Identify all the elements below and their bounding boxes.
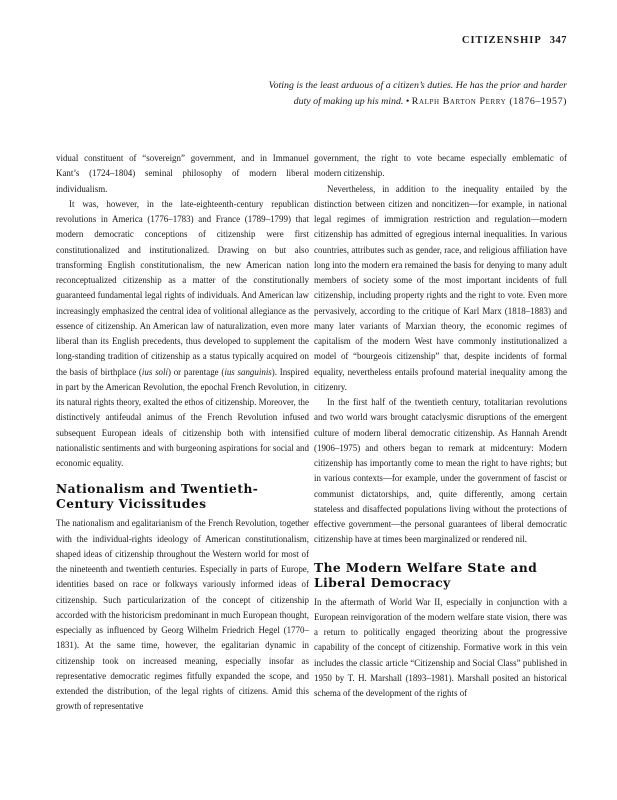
epigraph-bullet: • — [405, 96, 410, 107]
epigraph-author: Ralph Barton Perry (1876–1957) — [411, 96, 567, 107]
latin-term: ius soli — [141, 366, 168, 377]
paragraph: In the aftermath of World War II, especially in conjunction with a European reinvigoration of the modern welfare state vision, there was a return to politically engaged theorizing about the progressive capability of the concept of citizenship. Formative work in this vein includes the classic article “Citizenship and Social Class” published in 1950 by T. H. Marshall (1893–1981). Marshall posited an historical schema of the development of the rights of — [314, 596, 567, 698]
section-heading: Nationalism and Twentieth-Century Vicissitudes — [56, 482, 259, 512]
paragraph: government, the right to vote became especially emblematic of modern citizenship. — [314, 153, 567, 179]
running-head-section: CITIZENSHIP — [461, 35, 542, 46]
section-heading: The Modern Welfare State and Liberal Democracy — [314, 560, 538, 590]
epigraph-line-1: Voting is the least arduous of a citizen’s duties. He has the prior and harder — [268, 80, 567, 91]
right-column — [314, 151, 567, 701]
page-number: 347 — [549, 35, 567, 46]
latin-term: ius sanguinis — [224, 366, 272, 377]
paragraph: Nevertheless, in addition to the inequality entailed by the distinction between citizen and noncitizen—for example, in national legal regimes of immigration restriction and regulation—modern citizenship has admitted of egregious internal inequalities. In various countries, attributes such as gender, race, and religious affiliation have long into the modern era remained the basis for denying to many adult members of society some of the most important incidents of full citizenship, including property rights and the right to vote. Even more pervasively, according to the critique of Karl Marx (1818–1883) and many later variants of Marxian theory, the economic regimes of capitalism of the modern West have commonly institutionalized a model of “bourgeois citizenship” that, despite incidents of formal equality, nevertheless entails profound material inequality among the citizenry. — [314, 183, 567, 392]
paragraph: vidual constituent of “sovereign” government, and in Immanuel Kant’s (1724–1804) seminal philosophy of modern liberal individualism. — [56, 153, 309, 194]
paragraph: The nationalism and egalitarianism of the French Revolution, together with the individual-rights ideology of American constitutionalism, shaped ideas of citizenship throughout the Western world for most of the nineteenth and twentieth centuries. Especially in parts of Europe, identities based on race or folkways variously informed ideas of citizenship. Such particularization of the concept of citizenship accorded with the historicism predominant in much European thought, especially as influenced by Georg Wilhelm Friedrich Hegel (1770–1831). At the same time, however, the egalitarian dynamic in citizenship took on increased meaning, especially insofar as representative democratic regimes fitfully expanded the scope, and extended the distribution, of the legal rights of citizens. Amid this growth of representative — [56, 518, 309, 712]
epigraph-quote-end: duty of making up his mind. — [293, 96, 404, 107]
left-column — [56, 151, 309, 715]
paragraph-text: It was, however, in the late-eighteenth-century republican revolutions in America (1776–1783) and France (1789–1799) that modern democratic conceptions of citizenship were first constitutionalized and institutionalized. Drawing on but also transforming English constitutionalism, the new American nation reconceptualized citizenship as a matter of the constitutionally guaranteed fundamental legal rights of individuals. And American law increasingly emphasized the central idea of volitional allegiance as the essence of citizenship. An American law of naturalization, even more liberal than its English precedents, thus developed to supplement the long-standing tradition of citizenship as a status typically acquired on the basis of birthplace ( — [56, 198, 309, 377]
paragraph-text: ). Inspired in part by the American Revolution, the epochal French Revolution, in its natural rights theory, exalted the ethos of citizenship. Moreover, the distinctively antifeudal animus of the French Revolution infused subsequent European ideals of citizenship both with intensified nationalistic sentiments and with burgeoning aspirations for social and economic equality. — [56, 366, 310, 468]
paragraph-text: ) or parentage ( — [168, 366, 225, 377]
epigraph-line-2 — [47, 94, 567, 110]
paragraph — [56, 197, 309, 472]
epigraph — [47, 78, 567, 110]
running-head — [462, 35, 567, 46]
paragraph: In the first half of the twentieth century, totalitarian revolutions and two world wars brought cataclysmic disruptions of the emergent culture of modern liberal democratic citizenship. As Hannah Arendt (1906–1975) and others began to remark at midcentury: Modern citizenship has importantly come to mean the right to have rights; but in various contexts—for example, under the government of fascist or communist dictatorships, and, quite differently, among certain stateless and disaffected populations living without the protections of effective government—the personal guarantees of liberal democratic citizenship have at times been marginalized or rendered nil. — [314, 397, 567, 545]
